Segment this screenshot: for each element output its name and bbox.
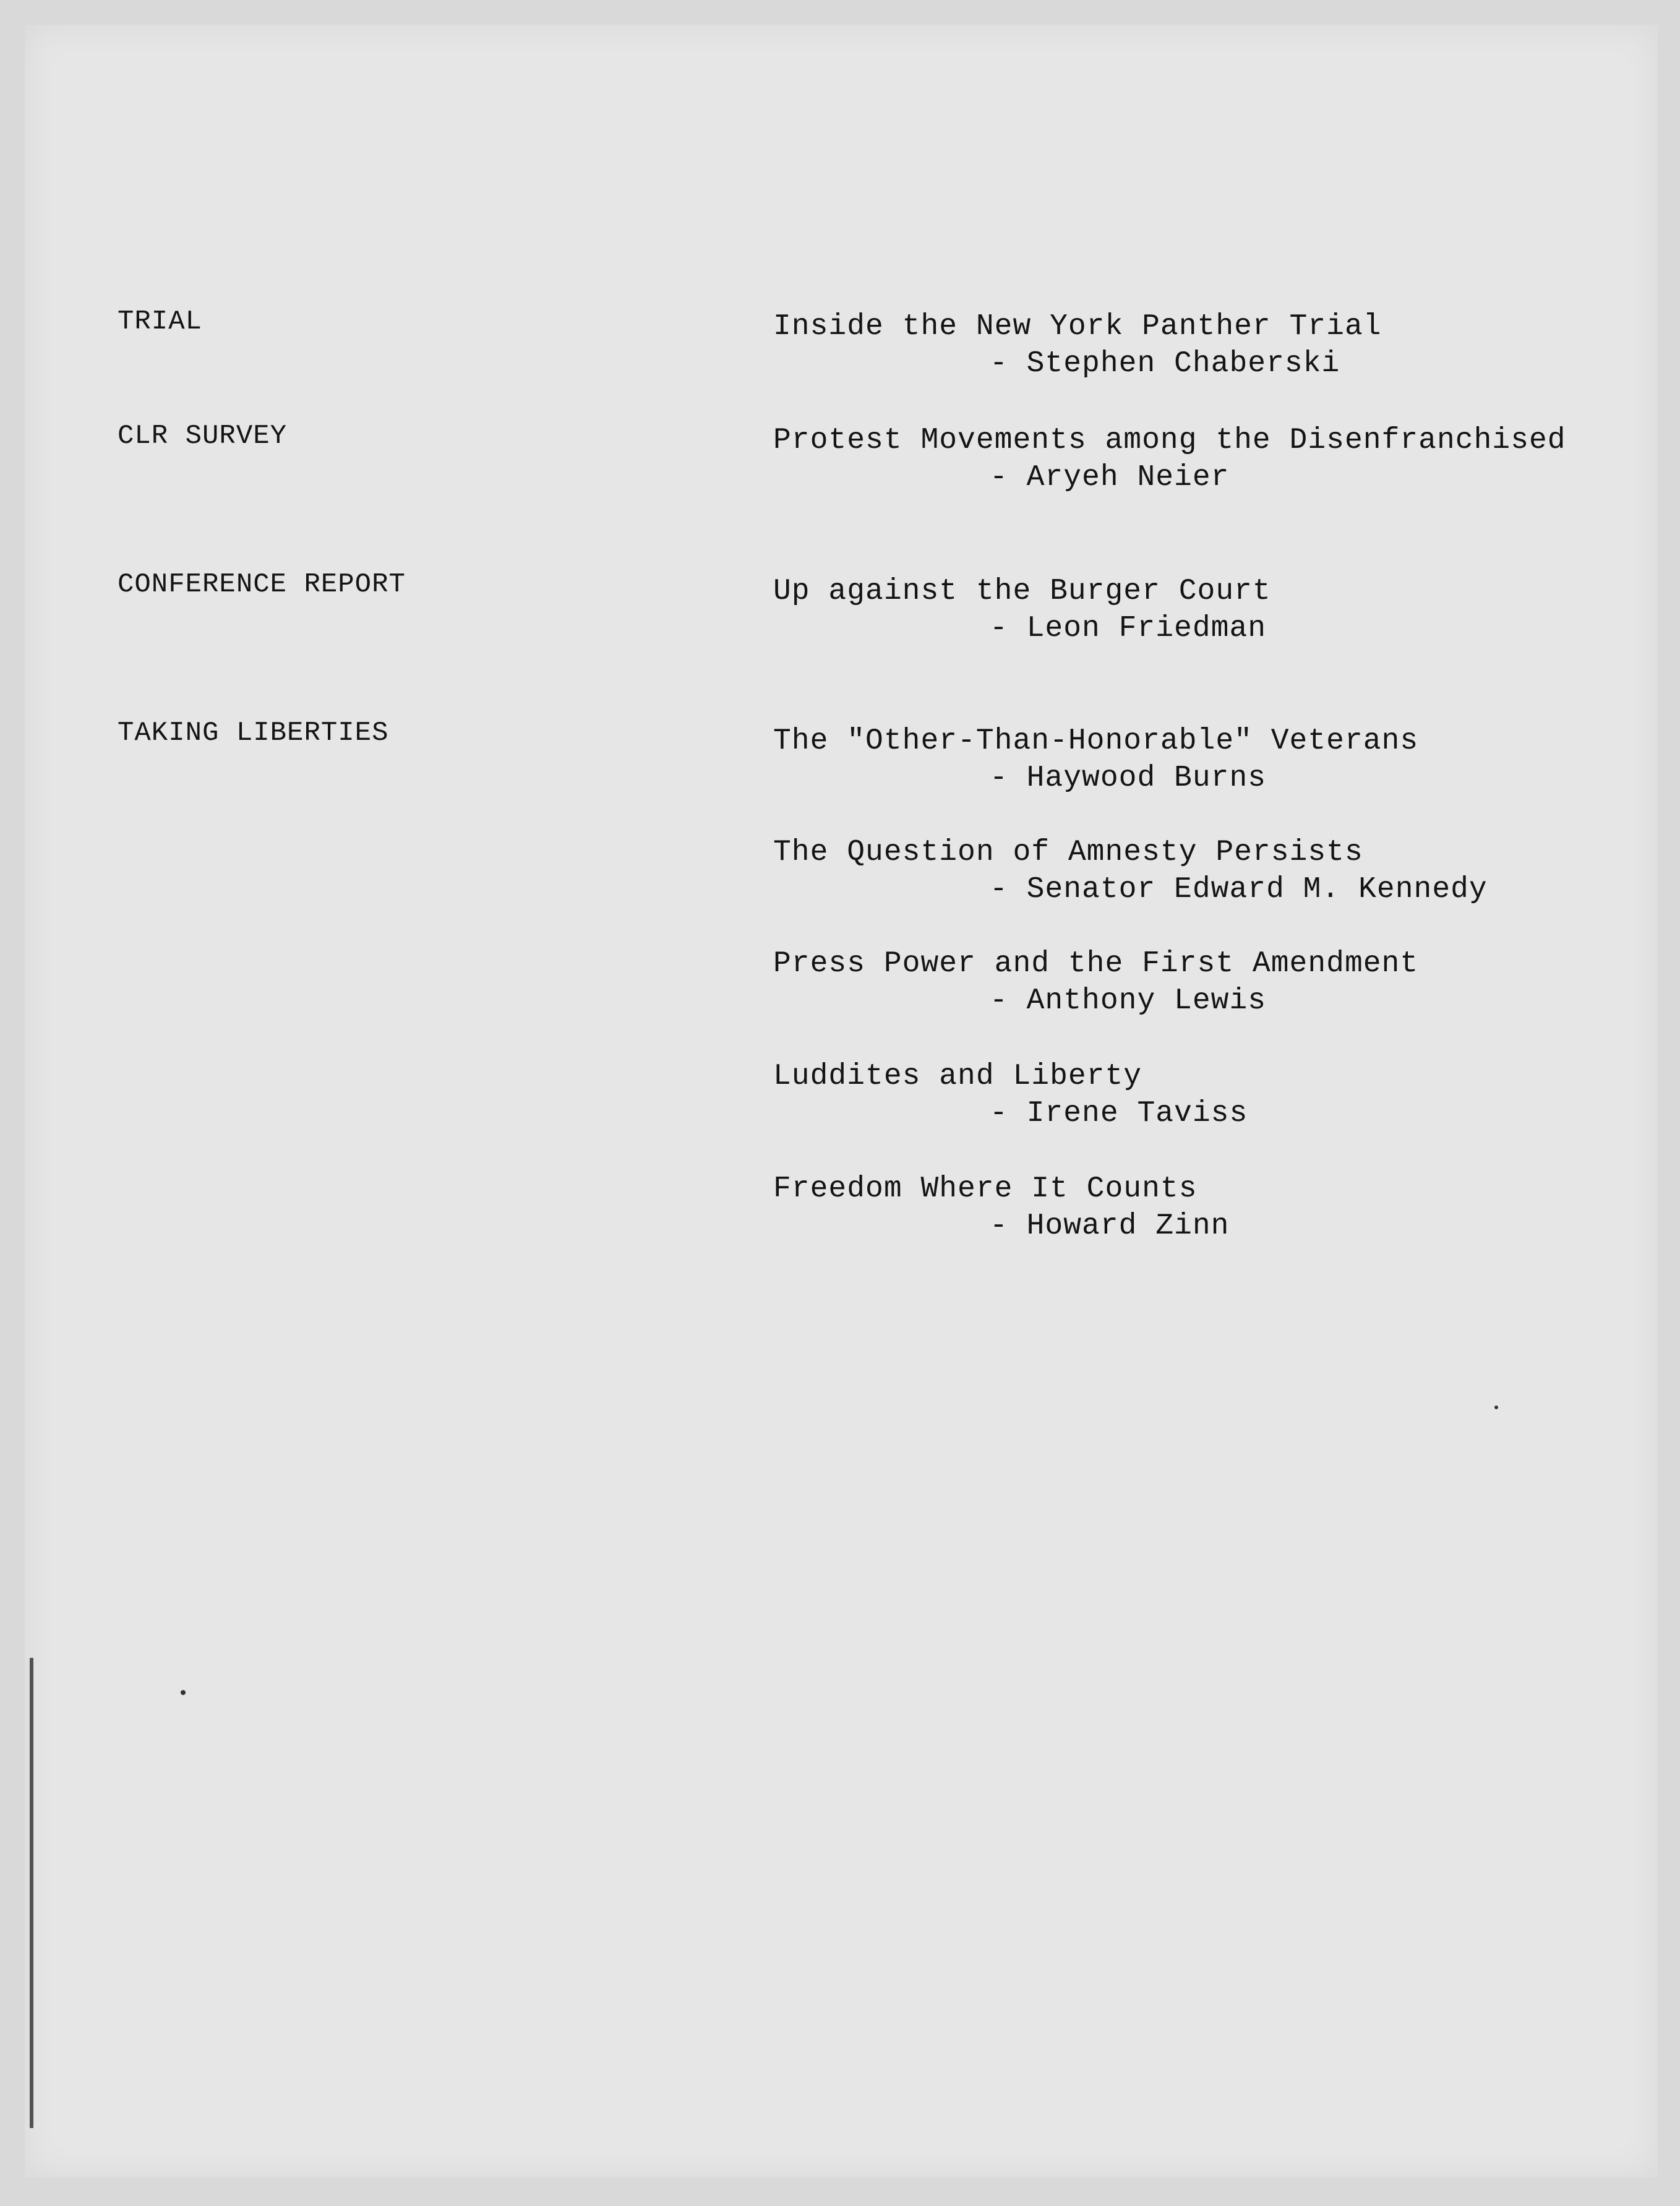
entry-author: - Aryeh Neier: [990, 461, 1230, 494]
section-label-conference-report: CONFERENCE REPORT: [118, 569, 406, 600]
toc-entry: [773, 1058, 1248, 1132]
entry-author: - Anthony Lewis: [990, 984, 1267, 1018]
toc-entry: [773, 1170, 1229, 1245]
entry-title: The "Other-Than-Honorable" Veterans: [773, 724, 1419, 758]
entry-title: Protest Movements among the Disenfranchised: [773, 424, 1566, 457]
entry-title: Press Power and the First Amendment: [773, 947, 1419, 981]
entry-author: - Stephen Chaberski: [990, 347, 1340, 380]
toc-entry: [773, 834, 1488, 908]
entry-title: Freedom Where It Counts: [773, 1172, 1198, 1206]
entry-title: Luddites and Liberty: [773, 1060, 1142, 1093]
entry-title: Up against the Burger Court: [773, 575, 1271, 608]
section-label-trial: TRIAL: [118, 306, 203, 337]
document-page: [25, 25, 1658, 2178]
speck: [1494, 1406, 1498, 1409]
toc-entry: [773, 573, 1271, 647]
toc-entry: [773, 945, 1418, 1019]
entry-author: - Haywood Burns: [990, 762, 1267, 795]
section-label-clr-survey: CLR SURVEY: [118, 421, 288, 452]
entry-author: - Irene Taviss: [990, 1097, 1248, 1130]
entry-title: The Question of Amnesty Persists: [773, 836, 1363, 869]
page-edge-mark: [30, 1658, 33, 2128]
entry-author: - Leon Friedman: [990, 612, 1267, 645]
entry-author: - Senator Edward M. Kennedy: [990, 873, 1488, 906]
toc-entry: [773, 308, 1382, 382]
entry-author: - Howard Zinn: [990, 1209, 1230, 1243]
entry-title: Inside the New York Panther Trial: [773, 310, 1382, 343]
section-label-taking-liberties: TAKING LIBERTIES: [118, 718, 389, 749]
speck: [181, 1690, 186, 1695]
toc-entry: [773, 422, 1566, 496]
toc-entry: [773, 723, 1418, 797]
